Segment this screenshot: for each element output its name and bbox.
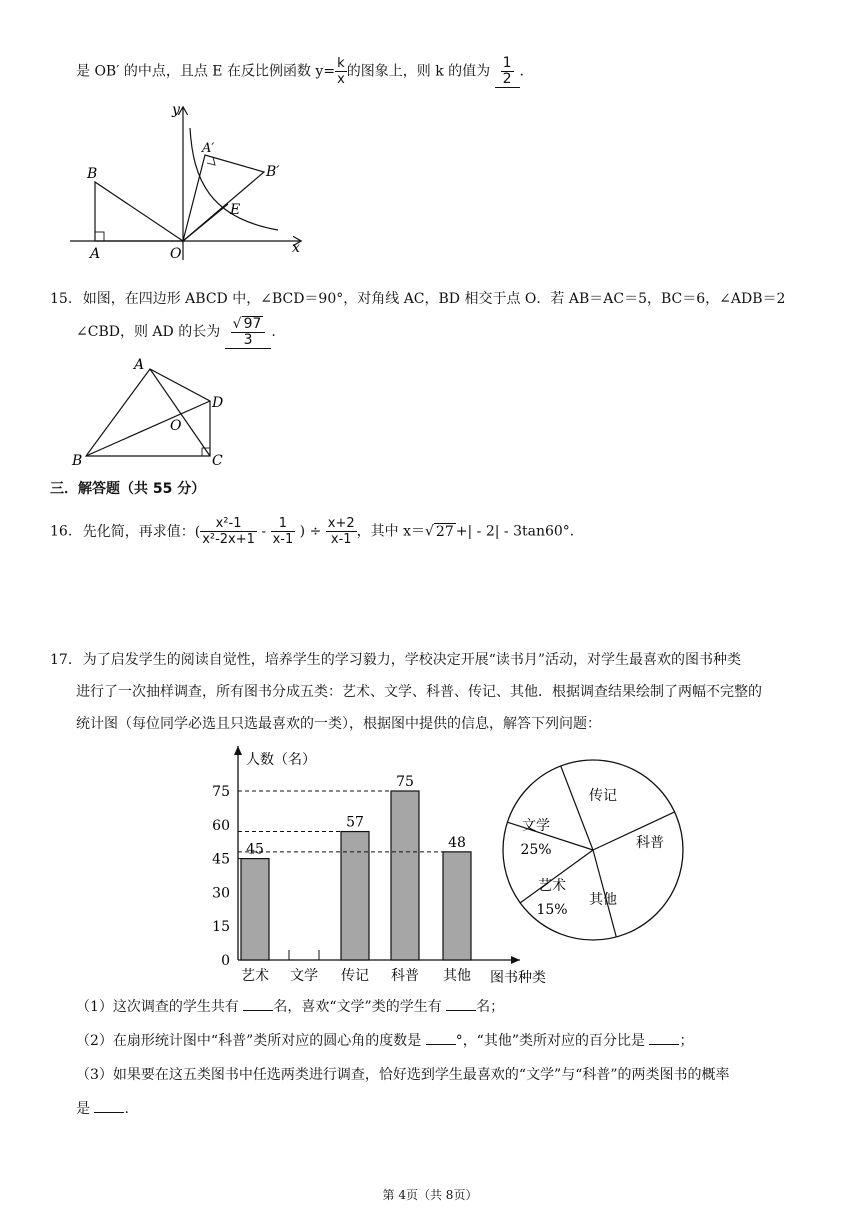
sub1-text-c: 名； (476, 999, 505, 1015)
q17-sub3-line2 (76, 1098, 129, 1118)
f2-numerator: 1 (271, 516, 296, 532)
frac-numerator: k (335, 56, 347, 72)
q14-answer (495, 56, 520, 88)
bar (391, 791, 419, 960)
y-tick-label: 0 (221, 953, 230, 969)
pie-slice-label: 文学 (522, 818, 550, 834)
answer-denominator: 2 (502, 71, 512, 87)
label-b: B (72, 453, 83, 469)
q17-text-line1: 为了启发学生的阅读自觉性，培养学生的学习毅力，学校决定开展“读书月”活动，对学生最喜欢的图书种类 (82, 652, 742, 668)
pie-slice-label: 传记 (589, 788, 617, 804)
q17-sub3 (76, 1064, 730, 1084)
y-axis-arrow (234, 746, 242, 755)
right-angle-mark-a1 (207, 157, 215, 165)
blank-total-students[interactable] (243, 998, 273, 1011)
q17-line2: 进行了一次抽样调查，所有图书分成五类：艺术、文学、科普、传记、其他．根据调查结果绘制了两幅不完整的 (76, 684, 762, 700)
x-tick-label: 艺术 (241, 968, 269, 984)
blank-other-percent[interactable] (649, 1032, 679, 1045)
f2-denominator: x-1 (272, 532, 294, 547)
q16-condition-lead: ，其中 x＝ (356, 523, 425, 540)
y-tick-label: 30 (212, 885, 230, 902)
sub3-text-b: 是 (76, 1101, 90, 1117)
blank-literature-count[interactable] (446, 998, 476, 1011)
label-d: D (212, 395, 224, 411)
f1-denominator: x²-2x+1 (202, 532, 255, 547)
x-tick-label: 传记 (341, 968, 369, 984)
blank-science-angle[interactable] (426, 1032, 456, 1045)
q14-tail-line (76, 56, 524, 88)
blank-probability[interactable] (94, 1100, 124, 1113)
bar (443, 852, 471, 960)
bar (341, 832, 369, 960)
label-a1: A′ (202, 141, 215, 156)
f1-numerator: x²-1 (200, 516, 257, 532)
answer-numerator: 1 (502, 55, 512, 71)
q15-line1 (50, 288, 785, 308)
q14-mid-text: 的图象上，则 k 的值为 (346, 63, 491, 80)
sqrt-radicand: 27 (435, 523, 454, 540)
q15-number: 15. (50, 291, 73, 307)
page-footer: 第 4页（共 8页） (382, 1188, 478, 1202)
label-o: O (170, 246, 182, 262)
y-tick-label: 75 (212, 784, 230, 800)
q16-condition-tail: +| - 2| - 3tan60°． (455, 523, 584, 540)
f3-denominator: x-1 (330, 532, 352, 547)
label-b1: B′ (266, 164, 280, 180)
y-tick-label: 60 (212, 817, 230, 834)
frac-denominator: x (337, 72, 345, 87)
q17-sub1 (76, 996, 504, 1016)
section-3-heading: 三．解答题（共 55 分） (50, 481, 206, 497)
y-tick-label: 15 (212, 919, 230, 936)
triangle-aob (95, 182, 183, 241)
bar (241, 859, 269, 960)
label-b: B (87, 166, 98, 182)
answer-radicand: 97 (243, 316, 262, 332)
pie-slice-percent: 25% (520, 842, 552, 858)
label-e: E (230, 202, 241, 218)
diagonal-ac (150, 369, 210, 456)
label-o: O (170, 418, 182, 434)
q15-text-line2: ∠CBD，则 AD 的长为 (76, 324, 221, 340)
q14-lead-text: 是 OB′ 的中点，且点 E 在反比例函数 y= (76, 63, 336, 80)
minus-sign: - (261, 523, 267, 540)
x-tick-label: 其他 (443, 968, 471, 984)
f3-numerator: x+2 (327, 516, 355, 531)
divide-sign: ) ÷ (299, 523, 322, 540)
y-tick-label: 45 (212, 851, 230, 868)
bar-data-label: 75 (396, 774, 414, 790)
k-over-x-fraction (335, 56, 347, 87)
bar-data-label: 57 (346, 814, 364, 831)
quadrilateral-abcd (86, 369, 210, 456)
q17-line1 (50, 649, 741, 669)
sub1-text-b: 名，喜欢“文学”类的学生有 (273, 999, 442, 1015)
q16-lead: 先化简，再求值：( (82, 523, 201, 540)
bar-data-label: 45 (246, 841, 264, 858)
label-a: A (90, 246, 101, 262)
label-c: C (212, 453, 223, 469)
sub3-text-a: （3）如果要在这五类图书中任选两类进行调查，恰好选到学生最喜欢的“文学”与“科普”的两类图书的概率 (76, 1067, 730, 1083)
triangle-a1ob1 (183, 155, 264, 241)
q17-line3: 统计图（每位同学必选且只选最喜欢的一类），根据图中提供的信息，解答下列问题： (76, 716, 601, 732)
sub2-text-a: （2）在扇形统计图中“科普”类所对应的圆心角的度数是 (76, 1033, 422, 1049)
fraction-2 (271, 516, 296, 547)
q17-number: 17. (50, 652, 73, 668)
x-tick-label: 文学 (290, 968, 318, 984)
q16-line: 16. 先化简，再求值：( $\frac{\text{x²-1}}{\text{x²-2x+1}}$ - $\frac{1}{x-1}$ ) ÷ $\frac{x+2}{x-1}$ ，其中 x＝√ 27 +| - 2| - 3tan60°． (50, 516, 584, 547)
label-x: x (292, 240, 300, 256)
pie-slice-percent: 15% (536, 902, 568, 918)
answer-denominator: 3 (243, 332, 253, 348)
pie-slice-label: 其他 (589, 892, 617, 908)
label-y: y (172, 102, 180, 118)
y-axis-label: 人数（名） (246, 752, 316, 768)
x-tick-label: 科普 (391, 968, 419, 984)
bar-data-label: 48 (448, 834, 466, 851)
q15-end-dot: . (271, 324, 276, 340)
figure-q15 (66, 355, 236, 470)
segment-oe (183, 204, 228, 241)
sub1-text-a: （1）这次调查的学生共有 (76, 999, 239, 1015)
sub2-text-b: °，“其他”类所对应的百分比是 (455, 1033, 646, 1049)
fraction-3 (326, 516, 357, 547)
sub2-text-c: ； (679, 1033, 694, 1049)
pie-slice-label: 艺术 (538, 878, 566, 894)
x-axis-label: 图书种类 (490, 970, 546, 986)
pie-slice-label: 科普 (636, 835, 664, 851)
right-angle-mark-a (95, 232, 104, 241)
label-a: A (134, 357, 145, 373)
figure-q14 (60, 100, 310, 265)
sub3-text-c: . (124, 1101, 129, 1117)
fraction-1 (200, 516, 257, 547)
pie-chart (495, 752, 695, 952)
q15-answer: $\frac{√ 97}{3}$ (225, 316, 272, 349)
q15-line2 (76, 316, 276, 349)
x-axis-arrow (511, 956, 520, 964)
q17-sub2 (76, 1030, 693, 1050)
q14-end-dot: . (519, 63, 524, 80)
q16-number: 16. (50, 523, 73, 540)
q15-text-line1: 如图，在四边形 ABCD 中，∠BCD＝90°，对角线 AC，BD 相交于点 O．若 AB＝AC＝5，BC＝6，∠ADB＝2 (82, 291, 786, 307)
